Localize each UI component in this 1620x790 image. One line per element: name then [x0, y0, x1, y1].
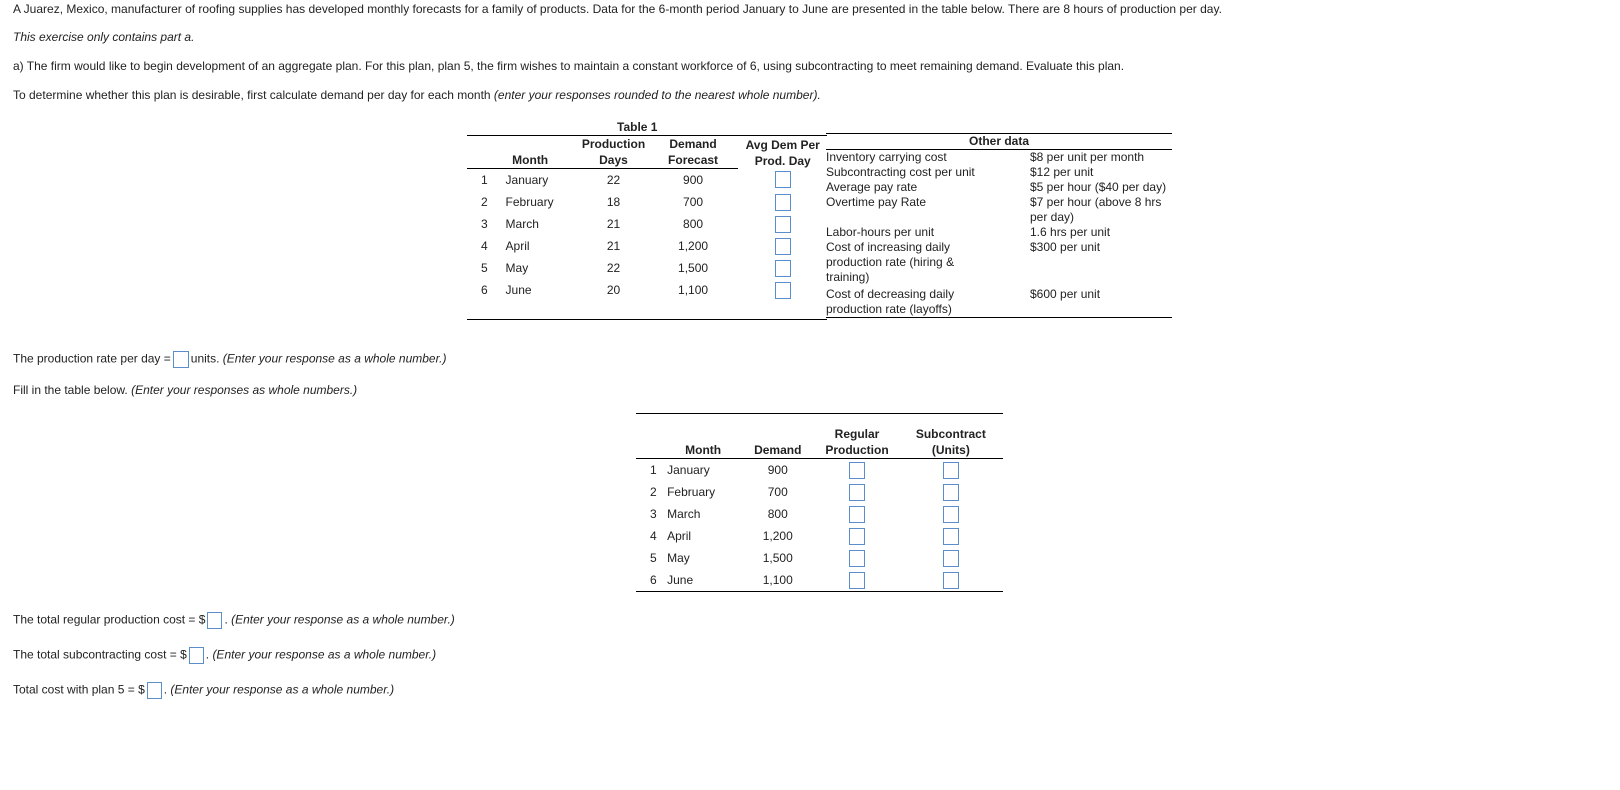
total-cost-input[interactable] [147, 682, 162, 699]
row-number: 4 [481, 239, 488, 253]
other-data-value: $300 per unit [1030, 240, 1101, 254]
month-cell: January [667, 463, 710, 477]
table-row [826, 150, 1172, 166]
avg-demand-input[interactable] [775, 260, 791, 277]
row-number: 1 [481, 173, 488, 187]
month-cell: February [667, 485, 716, 499]
table-row [826, 195, 1172, 225]
row-number: 4 [650, 529, 657, 543]
row-number: 3 [650, 507, 657, 521]
production-rate-input[interactable] [173, 351, 189, 368]
regular-production-input[interactable] [849, 506, 865, 523]
subcontract-input[interactable] [943, 506, 959, 523]
col-subcontract: Subcontract (Units) [899, 414, 1003, 459]
regular-production-input[interactable] [849, 484, 865, 501]
regular-cost-label: The total regular production cost = $ [13, 612, 206, 627]
production-rate-suffix: units. [190, 351, 220, 366]
regular-production-input[interactable] [849, 572, 865, 589]
regular-production-input[interactable] [849, 550, 865, 567]
days-cell: 22 [606, 173, 621, 187]
avg-demand-input[interactable] [775, 238, 791, 255]
demand-cell: 1,200 [762, 529, 793, 543]
subcontract-cost-input[interactable] [189, 647, 204, 664]
table-row [826, 165, 1172, 180]
other-data-value: $5 per hour ($40 per day) [1030, 180, 1167, 194]
col-regular-production: Regular Production [815, 414, 898, 459]
fill-table-hint: (Enter your responses as whole numbers.) [131, 383, 358, 397]
fill-table-line [13, 383, 357, 397]
other-data-value: $8 per unit per month [1030, 150, 1145, 164]
instruction-main: To determine whether this plan is desirable, first calculate demand per day for each month [13, 88, 494, 102]
month-cell: May [667, 551, 690, 565]
demand-cell: 1,500 [678, 261, 709, 275]
other-data-label: Labor-hours per unit [826, 225, 935, 239]
demand-cell: 1,100 [762, 573, 793, 587]
table-row [467, 213, 827, 235]
production-rate-line [13, 351, 446, 368]
subcontract-input[interactable] [943, 572, 959, 589]
month-cell: April [505, 239, 530, 253]
demand-cell: 900 [767, 463, 788, 477]
month-cell: March [505, 217, 539, 231]
row-number: 6 [481, 283, 488, 297]
table-row [467, 191, 827, 213]
row-number: 1 [650, 463, 657, 477]
regular-cost-line: The total regular production cost = $ . (Enter your response as a whole number.) [13, 612, 455, 629]
other-data-value: $600 per unit [1030, 287, 1101, 301]
col-demand-forecast: Demand Forecast [648, 136, 739, 169]
regular-cost-input[interactable] [207, 612, 222, 629]
row-number: 5 [650, 551, 657, 565]
demand-cell: 1,500 [762, 551, 793, 565]
regular-production-input[interactable] [849, 462, 865, 479]
part-a-text: a) The firm would like to begin development of an aggregate plan. For this plan, plan 5, the firm wishes to maintain a constant workforce of 6, using subcontracting to meet remaining demand. Evaluate this plan. [13, 59, 1125, 73]
table-row [826, 285, 1172, 318]
month-cell: January [505, 173, 549, 187]
regular-production-input[interactable] [849, 528, 865, 545]
demand-cell: 1,200 [678, 239, 709, 253]
table-row [826, 225, 1172, 240]
days-cell: 21 [606, 217, 621, 231]
total-cost-line: Total cost with plan 5 = $ . (Enter your response as a whole number.) [13, 682, 394, 699]
total-cost-label: Total cost with plan 5 = $ [13, 682, 145, 697]
month-cell: March [667, 507, 701, 521]
table-row [467, 169, 827, 192]
table-row [826, 180, 1172, 195]
demand-cell: 800 [767, 507, 788, 521]
month-cell: June [667, 573, 694, 587]
fill-table-text: Fill in the table below. [13, 383, 128, 397]
row-number: 2 [650, 485, 657, 499]
subcontract-cost-line: The total subcontracting cost = $ . (Enter your response as a whole number.) [13, 647, 436, 664]
avg-demand-input[interactable] [775, 171, 791, 188]
other-data-label: Cost of decreasing daily production rate (layoffs) [826, 287, 955, 316]
month-cell: February [505, 195, 554, 209]
forecast-table [467, 135, 827, 320]
col-production-days: Production Days [579, 136, 647, 169]
col-demand: Demand [740, 414, 815, 459]
table-row [636, 481, 1003, 503]
other-data-value: $7 per hour (above 8 hrs per day) [1030, 195, 1162, 224]
avg-demand-input[interactable] [775, 216, 791, 233]
other-data-label: Inventory carrying cost [826, 150, 947, 164]
table-row [467, 235, 827, 257]
table-row [826, 240, 1172, 285]
days-cell: 22 [606, 261, 621, 275]
table-row [467, 279, 827, 301]
production-rate-label: The production rate per day = [13, 351, 171, 366]
subcontract-input[interactable] [943, 528, 959, 545]
other-data-value: $12 per unit [1030, 165, 1094, 179]
col-month: Month [467, 136, 579, 169]
table-row [467, 257, 827, 279]
instruction-text [13, 88, 821, 102]
avg-demand-input[interactable] [775, 194, 791, 211]
month-cell: June [505, 283, 532, 297]
table-row [636, 569, 1003, 592]
other-data-table [826, 133, 1172, 318]
row-number: 2 [481, 195, 488, 209]
demand-cell: 800 [683, 217, 704, 231]
other-data-label: Average pay rate [826, 180, 918, 194]
subcontract-input[interactable] [943, 462, 959, 479]
row-number: 3 [481, 217, 488, 231]
days-cell: 21 [606, 239, 621, 253]
demand-cell: 1,100 [678, 283, 709, 297]
demand-cell: 700 [683, 195, 704, 209]
days-cell: 18 [606, 195, 621, 209]
table-row [636, 459, 1003, 482]
table-row [636, 525, 1003, 547]
month-cell: April [667, 529, 692, 543]
other-data-label: Subcontracting cost per unit [826, 165, 975, 179]
month-cell: May [505, 261, 529, 275]
other-data-label: Overtime pay Rate [826, 195, 927, 209]
subcontract-cost-hint: (Enter your response as a whole number.) [212, 647, 437, 662]
instruction-hint: (enter your responses rounded to the nearest whole number). [493, 88, 821, 102]
demand-cell: 900 [683, 173, 704, 187]
days-cell: 20 [606, 283, 621, 297]
plan-table [636, 413, 1003, 592]
regular-cost-hint: (Enter your response as a whole number.) [231, 612, 455, 627]
total-cost-hint: (Enter your response as a whole number.) [170, 682, 395, 697]
other-data-value: 1.6 hrs per unit [1030, 225, 1111, 239]
avg-demand-input[interactable] [775, 282, 791, 299]
subcontract-input[interactable] [943, 484, 959, 501]
row-number: 5 [481, 261, 488, 275]
other-data-title: Other data [826, 134, 1172, 150]
table-row [636, 547, 1003, 569]
col-avg-demand: Avg Dem Per Prod. Day [745, 137, 820, 168]
demand-cell: 700 [767, 485, 788, 499]
table-row [636, 503, 1003, 525]
row-number: 6 [650, 573, 657, 587]
table1-caption: Table 1 [617, 120, 658, 134]
production-rate-hint: (Enter your response as a whole number.) [222, 351, 447, 366]
subcontract-cost-label: The total subcontracting cost = $ [13, 647, 187, 662]
col-month: Month [636, 414, 740, 459]
exercise-note: This exercise only contains part a. [13, 30, 195, 44]
other-data-label: Cost of increasing daily production rate (hiring & training) [826, 240, 955, 284]
subcontract-input[interactable] [943, 550, 959, 567]
intro-text: A Juarez, Mexico, manufacturer of roofing supplies has developed monthly forecasts for a family of products. Data for the 6-month period January to June are presented in the table below. There are 8 hours of production per day. [13, 2, 1222, 16]
